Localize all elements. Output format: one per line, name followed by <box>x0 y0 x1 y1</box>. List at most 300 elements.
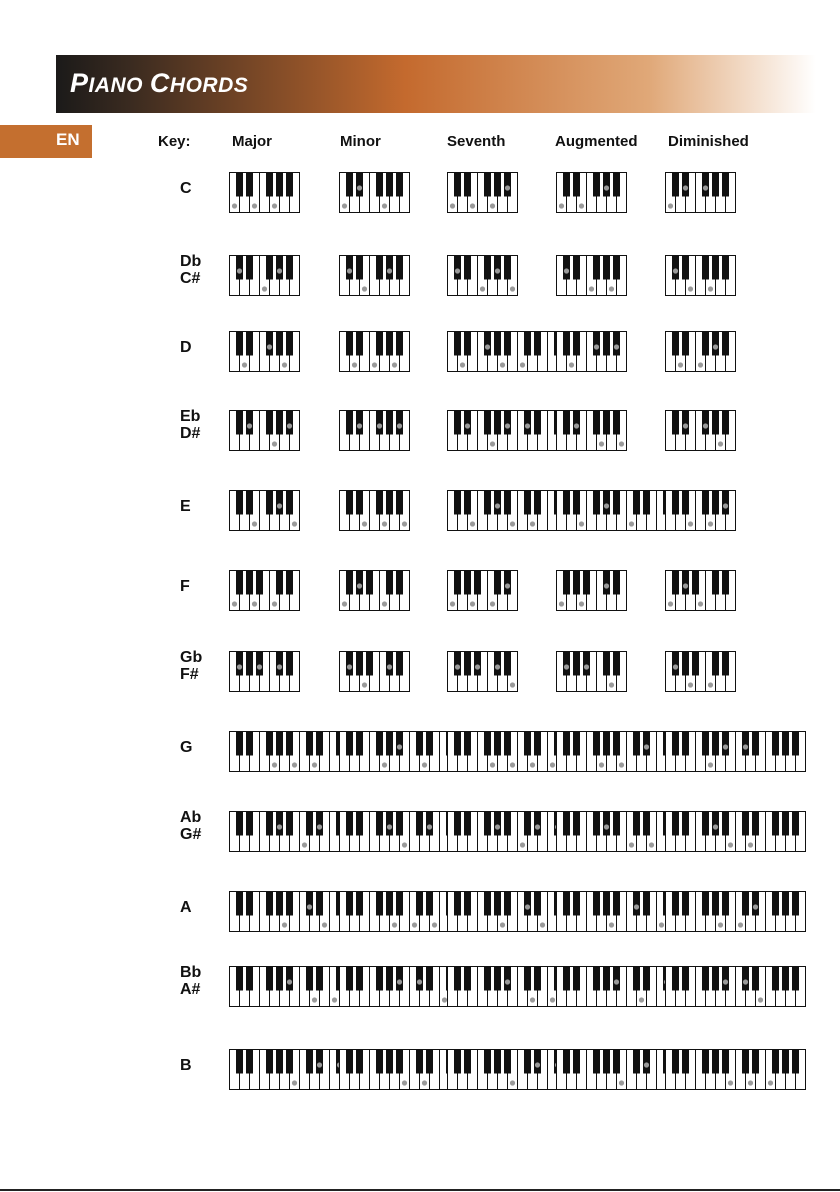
keyboard-icon <box>447 255 518 296</box>
black-key <box>702 1050 709 1074</box>
black-key <box>593 732 600 756</box>
black-key <box>722 732 729 756</box>
black-key <box>306 812 313 836</box>
chord-note-marker <box>495 824 500 829</box>
black-key <box>276 332 283 356</box>
black-key <box>356 411 363 435</box>
chord-diagram-seventh <box>447 570 518 616</box>
black-key <box>376 256 383 280</box>
black-key <box>236 256 243 280</box>
black-key <box>396 332 403 356</box>
chord-note-marker <box>748 842 753 847</box>
keyboard-icon <box>665 966 806 1007</box>
black-key <box>376 892 383 916</box>
chord-note-marker <box>495 268 500 273</box>
black-key <box>484 1050 491 1074</box>
black-key <box>603 967 610 991</box>
black-key <box>386 332 393 356</box>
black-key <box>474 652 481 676</box>
black-key <box>266 173 273 197</box>
black-key <box>386 812 393 836</box>
black-key <box>682 173 689 197</box>
black-key <box>464 491 471 515</box>
chord-note-marker <box>332 997 337 1002</box>
chord-note-marker <box>698 362 703 367</box>
page-bottom-rule <box>0 1189 840 1191</box>
black-key <box>386 491 393 515</box>
key-name: G <box>180 739 193 756</box>
chord-note-marker <box>520 362 525 367</box>
key-name: B <box>180 1057 192 1074</box>
black-key <box>692 652 699 676</box>
key-name: Ab <box>180 809 202 826</box>
black-key <box>276 491 283 515</box>
chord-note-marker <box>357 185 362 190</box>
black-key <box>593 967 600 991</box>
black-key <box>573 652 580 676</box>
black-key <box>306 967 313 991</box>
chord-note-marker <box>703 423 708 428</box>
chord-diagram-major <box>229 651 300 697</box>
black-key <box>563 732 570 756</box>
black-key <box>356 652 363 676</box>
black-key <box>702 812 709 836</box>
key-label <box>180 739 220 756</box>
chord-note-marker <box>579 203 584 208</box>
black-key <box>702 256 709 280</box>
chord-note-marker <box>708 521 713 526</box>
chord-note-marker <box>535 824 540 829</box>
black-key <box>722 491 729 515</box>
chord-note-marker <box>342 203 347 208</box>
chord-diagram-minor <box>339 410 410 456</box>
chord-note-marker <box>232 203 237 208</box>
chord-diagram-major <box>229 172 300 218</box>
black-key <box>524 491 531 515</box>
black-key <box>464 411 471 435</box>
black-key <box>782 1050 789 1074</box>
chord-note-marker <box>500 922 505 927</box>
black-key <box>266 332 273 356</box>
black-key <box>346 812 353 836</box>
black-key <box>236 332 243 356</box>
chord-note-marker <box>272 762 277 767</box>
chord-diagram-augmented <box>556 410 627 456</box>
chord-diagram-diminished <box>665 410 736 456</box>
key-label <box>180 253 220 287</box>
chord-diagram-diminished <box>665 172 736 218</box>
black-key <box>276 892 283 916</box>
black-key <box>682 411 689 435</box>
black-key <box>356 967 363 991</box>
black-key <box>672 652 679 676</box>
chord-note-marker <box>510 286 515 291</box>
black-key <box>672 256 679 280</box>
chord-diagram-augmented <box>556 331 627 377</box>
keyboard-icon <box>556 331 627 372</box>
black-key <box>792 732 799 756</box>
black-key <box>286 411 293 435</box>
black-key <box>276 173 283 197</box>
black-key <box>643 732 650 756</box>
black-key <box>682 571 689 595</box>
black-key <box>772 1050 779 1074</box>
black-key <box>266 967 273 991</box>
chord-diagram-diminished <box>665 490 736 536</box>
black-key <box>236 732 243 756</box>
black-key <box>712 173 719 197</box>
chord-diagram-diminished <box>665 966 806 1012</box>
black-key <box>494 1050 501 1074</box>
black-key <box>603 332 610 356</box>
black-key <box>772 892 779 916</box>
chord-note-marker <box>564 664 569 669</box>
black-key <box>613 1050 620 1074</box>
chord-note-marker <box>505 583 510 588</box>
chord-note-marker <box>510 1080 515 1085</box>
black-key <box>633 967 640 991</box>
chord-note-marker <box>317 824 322 829</box>
chord-note-marker <box>758 997 763 1002</box>
black-key <box>396 892 403 916</box>
black-key <box>712 732 719 756</box>
black-key <box>603 256 610 280</box>
keyboard-icon <box>229 255 300 296</box>
black-key <box>464 1050 471 1074</box>
chord-note-marker <box>609 682 614 687</box>
black-key <box>593 812 600 836</box>
black-key <box>722 892 729 916</box>
black-key <box>504 892 511 916</box>
black-key <box>504 571 511 595</box>
black-key <box>246 491 253 515</box>
black-key <box>613 812 620 836</box>
chord-diagram-minor <box>339 172 410 218</box>
black-key <box>712 967 719 991</box>
chord-note-marker <box>257 664 262 669</box>
black-key <box>603 732 610 756</box>
black-key <box>416 892 423 916</box>
black-key <box>236 571 243 595</box>
black-key <box>633 812 640 836</box>
chord-note-marker <box>312 997 317 1002</box>
chord-note-marker <box>659 922 664 927</box>
keyboard-icon <box>665 811 806 852</box>
black-key <box>563 1050 570 1074</box>
black-key <box>494 173 501 197</box>
black-key <box>266 892 273 916</box>
chord-note-marker <box>604 185 609 190</box>
black-key <box>346 411 353 435</box>
chord-note-marker <box>242 362 247 367</box>
chord-note-marker <box>738 922 743 927</box>
chord-note-marker <box>362 682 367 687</box>
chord-note-marker <box>530 521 535 526</box>
keyboard-icon <box>229 410 300 451</box>
black-key <box>236 1050 243 1074</box>
black-key <box>752 732 759 756</box>
chord-note-marker <box>683 583 688 588</box>
chord-note-marker <box>510 682 515 687</box>
black-key <box>613 652 620 676</box>
chord-note-marker <box>475 664 480 669</box>
keyboard-icon <box>339 255 410 296</box>
black-key <box>286 892 293 916</box>
black-key <box>236 491 243 515</box>
black-key <box>276 571 283 595</box>
black-key <box>484 173 491 197</box>
black-key <box>236 967 243 991</box>
chord-note-marker <box>347 664 352 669</box>
black-key <box>573 173 580 197</box>
black-key <box>603 411 610 435</box>
chord-note-marker <box>432 922 437 927</box>
black-key <box>366 652 373 676</box>
black-key <box>563 892 570 916</box>
chord-note-marker <box>559 601 564 606</box>
black-key <box>573 1050 580 1074</box>
black-key <box>246 256 253 280</box>
black-key <box>563 652 570 676</box>
keyboard-icon <box>447 651 518 692</box>
chord-note-marker <box>237 268 242 273</box>
key-label <box>180 578 220 595</box>
keyboard-icon <box>339 331 410 372</box>
chord-diagram-diminished <box>665 811 806 857</box>
black-key <box>266 491 273 515</box>
keyboard-icon <box>556 570 627 611</box>
black-key <box>356 732 363 756</box>
chord-note-marker <box>402 842 407 847</box>
chord-note-marker <box>599 441 604 446</box>
black-key <box>416 732 423 756</box>
chord-note-marker <box>649 842 654 847</box>
keyboard-icon <box>229 651 300 692</box>
black-key <box>524 732 531 756</box>
black-key <box>712 256 719 280</box>
keyboard-icon <box>229 570 300 611</box>
black-key <box>246 571 253 595</box>
black-key <box>722 332 729 356</box>
black-key <box>256 652 263 676</box>
language-tab[interactable]: EN <box>0 125 92 158</box>
black-key <box>246 411 253 435</box>
chord-note-marker <box>422 762 427 767</box>
black-key <box>376 491 383 515</box>
black-key <box>464 812 471 836</box>
black-key <box>396 967 403 991</box>
chord-note-marker <box>688 521 693 526</box>
black-key <box>682 491 689 515</box>
chord-note-marker <box>505 423 510 428</box>
black-key <box>573 732 580 756</box>
keyboard-icon <box>339 172 410 213</box>
black-key <box>316 732 323 756</box>
chord-diagram-minor <box>339 331 410 377</box>
keyboard-icon <box>665 410 736 451</box>
black-key <box>702 332 709 356</box>
keyboard-icon <box>556 410 627 451</box>
chord-note-marker <box>604 824 609 829</box>
chord-diagram-major <box>229 490 300 536</box>
black-key <box>672 967 679 991</box>
black-key <box>426 732 433 756</box>
key-name: A# <box>180 981 201 998</box>
black-key <box>573 967 580 991</box>
chord-note-marker <box>392 362 397 367</box>
chord-note-marker <box>277 824 282 829</box>
chord-diagram-minor <box>339 651 410 697</box>
chord-note-marker <box>362 521 367 526</box>
chord-note-marker <box>490 762 495 767</box>
keyboard-icon <box>665 490 736 531</box>
black-key <box>563 571 570 595</box>
chord-note-marker <box>530 762 535 767</box>
black-key <box>494 411 501 435</box>
key-name: F# <box>180 666 199 683</box>
black-key <box>306 892 313 916</box>
black-key <box>524 892 531 916</box>
chord-note-marker <box>520 842 525 847</box>
black-key <box>454 491 461 515</box>
black-key <box>454 256 461 280</box>
keyboard-icon <box>556 255 627 296</box>
black-key <box>376 732 383 756</box>
black-key <box>286 256 293 280</box>
black-key <box>396 571 403 595</box>
black-key <box>702 411 709 435</box>
black-key <box>782 892 789 916</box>
black-key <box>306 732 313 756</box>
black-key <box>573 812 580 836</box>
black-key <box>346 1050 353 1074</box>
chord-note-marker <box>277 268 282 273</box>
black-key <box>593 173 600 197</box>
black-key <box>643 892 650 916</box>
key-label <box>180 809 220 843</box>
chord-diagram-augmented <box>556 172 627 218</box>
chord-note-marker <box>237 664 242 669</box>
chord-note-marker <box>639 997 644 1002</box>
black-key <box>534 812 541 836</box>
black-key <box>613 411 620 435</box>
black-key <box>484 411 491 435</box>
black-key <box>494 332 501 356</box>
black-key <box>613 256 620 280</box>
chord-note-marker <box>629 521 634 526</box>
black-key <box>416 812 423 836</box>
chord-note-marker <box>683 185 688 190</box>
chord-note-marker <box>272 203 277 208</box>
black-key <box>386 1050 393 1074</box>
key-label <box>180 180 220 197</box>
black-key <box>346 652 353 676</box>
black-key <box>524 332 531 356</box>
black-key <box>286 652 293 676</box>
black-key <box>573 491 580 515</box>
column-header-seventh: Seventh <box>447 133 506 150</box>
black-key <box>613 571 620 595</box>
key-label <box>180 649 220 683</box>
black-key <box>454 732 461 756</box>
black-key <box>504 967 511 991</box>
keyboard-icon <box>556 172 627 213</box>
black-key <box>524 812 531 836</box>
chord-note-marker <box>703 185 708 190</box>
black-key <box>386 571 393 595</box>
black-key <box>504 732 511 756</box>
black-key <box>376 173 383 197</box>
black-key <box>603 652 610 676</box>
chord-note-marker <box>728 1080 733 1085</box>
black-key <box>464 332 471 356</box>
black-key <box>504 411 511 435</box>
chord-diagram-augmented <box>556 255 627 301</box>
black-key <box>712 812 719 836</box>
keyboard-icon <box>447 570 518 611</box>
black-key <box>633 892 640 916</box>
black-key <box>396 411 403 435</box>
chord-note-marker <box>584 664 589 669</box>
chord-note-marker <box>382 762 387 767</box>
black-key <box>573 332 580 356</box>
chord-note-marker <box>357 423 362 428</box>
black-key <box>316 1050 323 1074</box>
chord-note-marker <box>382 601 387 606</box>
black-key <box>722 1050 729 1074</box>
chord-note-marker <box>668 601 673 606</box>
black-key <box>464 256 471 280</box>
chord-note-marker <box>455 664 460 669</box>
black-key <box>356 812 363 836</box>
black-key <box>782 812 789 836</box>
chord-note-marker <box>412 922 417 927</box>
chord-note-marker <box>505 979 510 984</box>
keyboard-icon <box>339 570 410 611</box>
black-key <box>672 491 679 515</box>
keyboard-icon <box>556 651 627 692</box>
chord-note-marker <box>723 744 728 749</box>
chord-note-marker <box>262 286 267 291</box>
black-key <box>426 967 433 991</box>
chord-note-marker <box>450 203 455 208</box>
column-header-major: Major <box>232 133 273 150</box>
chord-note-marker <box>387 824 392 829</box>
chord-note-marker <box>535 1062 540 1067</box>
column-header-minor: Minor <box>340 133 381 150</box>
black-key <box>346 732 353 756</box>
chord-note-marker <box>450 601 455 606</box>
black-key <box>672 1050 679 1074</box>
black-key <box>682 1050 689 1074</box>
chord-note-marker <box>287 979 292 984</box>
chord-note-marker <box>599 762 604 767</box>
chord-note-marker <box>668 203 673 208</box>
chord-note-marker <box>683 423 688 428</box>
chord-diagram-seventh <box>447 255 518 301</box>
chord-note-marker <box>392 922 397 927</box>
chord-note-marker <box>292 521 297 526</box>
black-key <box>356 332 363 356</box>
chord-note-marker <box>718 441 723 446</box>
black-key <box>356 892 363 916</box>
black-key <box>682 812 689 836</box>
chord-note-marker <box>673 664 678 669</box>
chord-diagram-diminished <box>665 331 736 377</box>
chord-diagram-major <box>229 570 300 616</box>
black-key <box>722 411 729 435</box>
chord-note-marker <box>540 922 545 927</box>
